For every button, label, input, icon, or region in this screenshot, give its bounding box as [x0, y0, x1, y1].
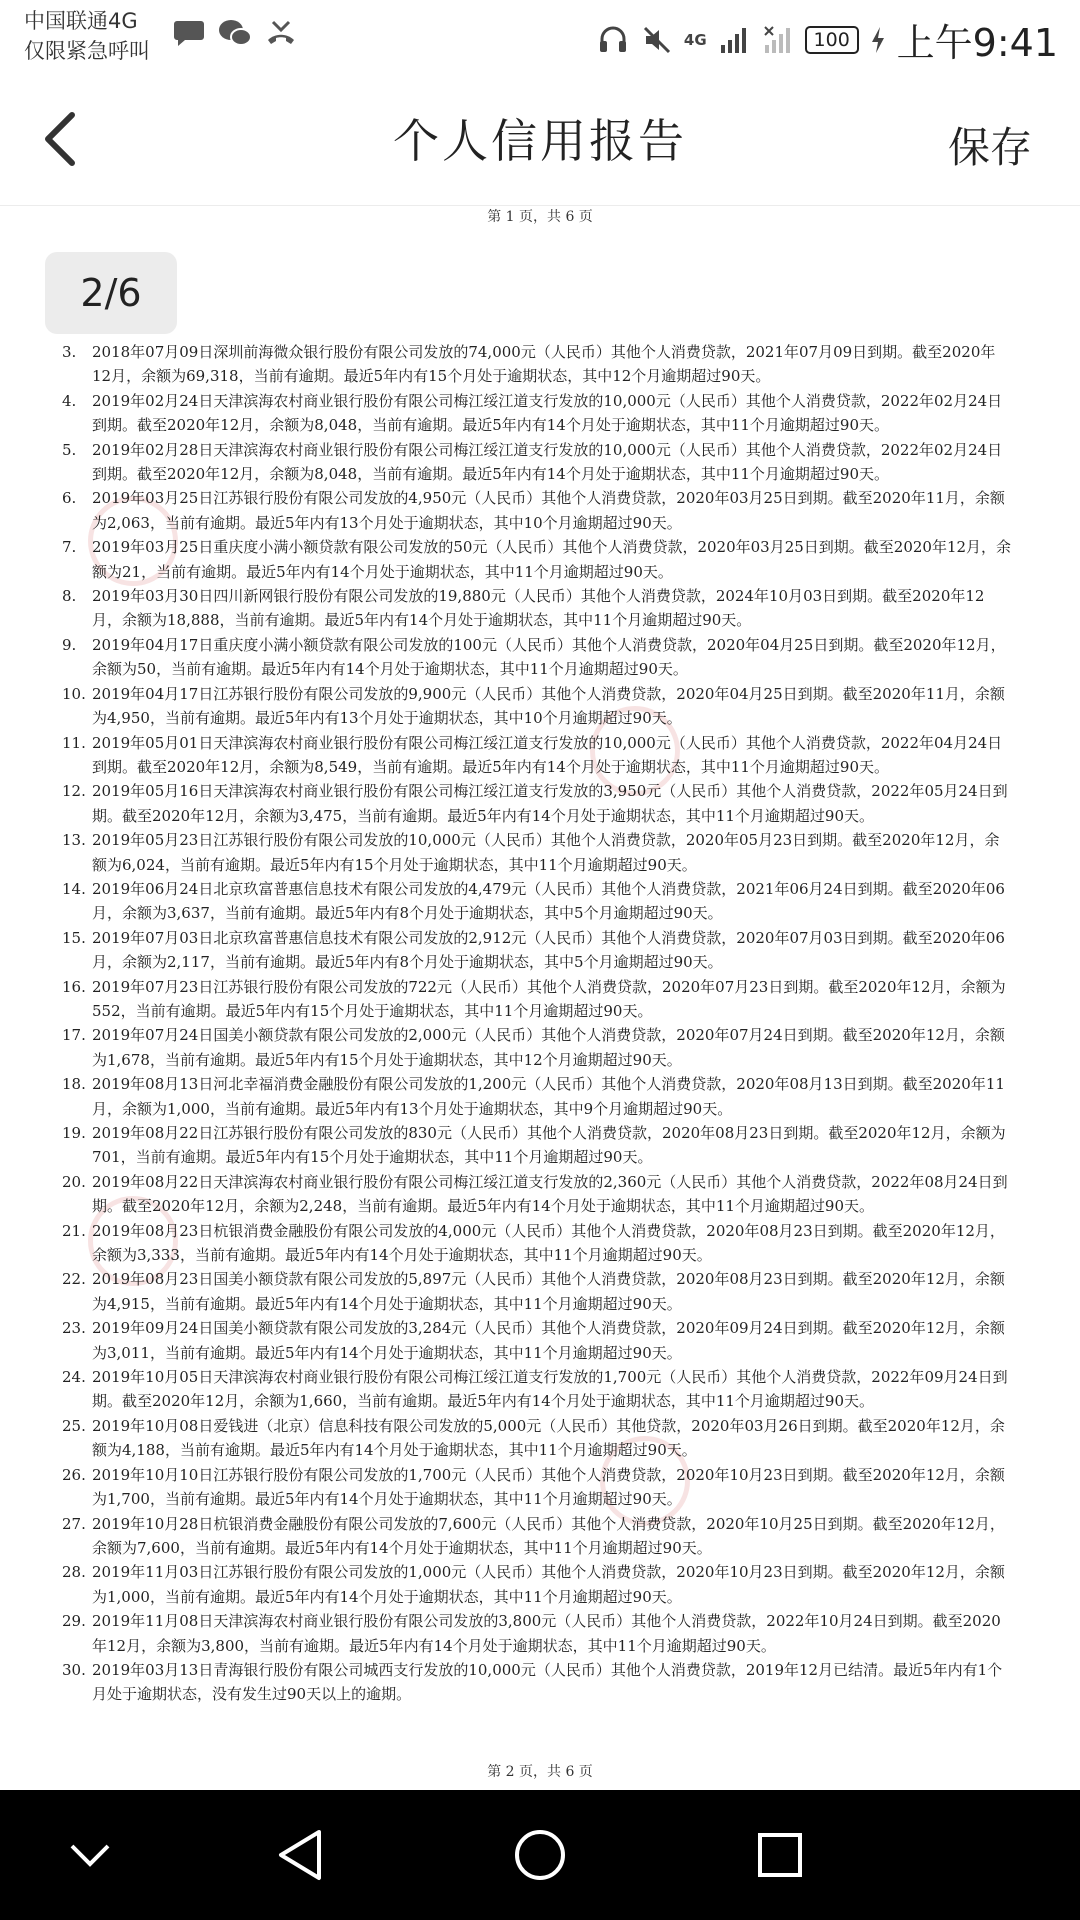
record-text: 2019年02月28日天津滨海农村商业银行股份有限公司梅江绥江道支行发放的10,000元（人民币）其他个人消费贷款，2022年02月24日到期。截至2020年12月，余额为8,048，当前有逾期。最近5年内有14个月处于逾期状态，其中11个月逾期超过90天。 [92, 440, 1003, 484]
record-text: 2019年03月30日四川新网银行股份有限公司发放的19,880元（人民币）其他个人消费贷款，2024年10月03日到期。截至2020年12月，余额为18,888，当前有逾期。最近5年内有14个月处于逾期状态，其中11个月逾期超过90天。 [92, 587, 985, 630]
credit-record-item [62, 486, 1012, 535]
record-number: 26. [62, 1465, 86, 1484]
record-text: 2019年10月05日天津滨海农村商业银行股份有限公司梅江绥江道支行发放的1,700元（人民币）其他个人消费贷款，2022年09月24日到期。截至2020年12月，余额为1,660，当前有逾期。最近5年内有14个月处于逾期状态，其中11个月逾期超过90天。 [92, 1368, 1008, 1411]
page-title: 个人信用报告 [393, 114, 687, 168]
record-number: 12. [62, 782, 86, 801]
credit-record-item [62, 877, 1012, 926]
credit-record-item [62, 1267, 1012, 1316]
clock: 上午9:41 [896, 21, 1058, 65]
record-number: 9. [62, 635, 77, 654]
collapse-button[interactable] [60, 1825, 120, 1885]
record-number: 11. [62, 733, 86, 752]
credit-record-item [62, 1170, 1012, 1219]
record-text: 2019年05月23日江苏银行股份有限公司发放的10,000元（人民币）其他个人消费贷款，2020年05月23日到期。截至2020年12月，余额为6,024，当前有逾期。最近5年内有15个月处于逾期状态，其中11个月逾期超过90天。 [92, 831, 1000, 874]
record-text: 2019年08月22日江苏银行股份有限公司发放的830元（人民币）其他个人消费贷款，2020年08月23日到期。截至2020年12月，余额为701，当前有逾期。最近5年内有15个月处于逾期状态，其中11个月逾期超过90天。 [92, 1124, 1006, 1167]
record-text: 2019年04月17日重庆度小满小额贷款有限公司发放的100元（人民币）其他个人消费贷款，2020年04月25日到期。截至2020年12月，余额为50，当前有逾期。最近5年内有14个月处于逾期状态，其中11个月逾期超过90天。 [92, 635, 1006, 679]
record-text: 2019年07月24日国美小额贷款有限公司发放的2,000元（人民币）其他个人消费贷款，2020年07月24日到期。截至2020年12月，余额为1,678，当前有逾期。最近5年内有15个月处于逾期状态，其中12个月逾期超过90天。 [92, 1026, 1005, 1069]
credit-record-item [62, 975, 1012, 1024]
record-text: 2019年10月08日爱钱进（北京）信息科技有限公司发放的5,000元（人民币）其他贷款，2020年03月26日到期。截至2020年12月，余额为4,188，当前有逾期。最近5年内有14个月处于逾期状态，其中11个月逾期超过90天。 [92, 1416, 1005, 1460]
record-text: 2019年04月17日江苏银行股份有限公司发放的9,900元（人民币）其他个人消费贷款，2020年04月25日到期。截至2020年11月，余额为4,950，当前有逾期。最近5年内有13个月处于逾期状态，其中10个月逾期超过90天。 [92, 684, 1005, 728]
save-button[interactable]: 保存 [947, 123, 1032, 172]
record-text: 2019年03月13日青海银行股份有限公司城西支行发放的10,000元（人民币）其他个人消费贷款，2019年12月已结清。最近5年内有1个月处于逾期状态，没有发生过90天以上的逾期。 [92, 1660, 1003, 1704]
credit-record-item [62, 633, 1012, 682]
network-type: 4G [683, 30, 707, 49]
record-number: 14. [62, 879, 86, 898]
message-icon [172, 16, 206, 50]
record-text: 2019年07月23日江苏银行股份有限公司发放的722元（人民币）其他个人消费贷款，2020年07月23日到期。截至2020年12月，余额为552，当前有逾期。最近5年内有15个月处于逾期状态，其中11个月逾期超过90天。 [92, 977, 1006, 1020]
record-number: 28. [62, 1563, 86, 1582]
record-text: 2019年08月23日国美小额贷款有限公司发放的5,897元（人民币）其他个人消费贷款，2020年08月23日到期。截至2020年12月，余额为4,915，当前有逾期。最近5年内有14个月处于逾期状态，其中11个月逾期超过90天。 [92, 1270, 1005, 1313]
record-number: 8. [62, 587, 77, 606]
mute-icon [640, 23, 674, 57]
record-number: 22. [62, 1270, 86, 1289]
status-right [596, 12, 1058, 67]
record-text: 2019年11月08日天津滨海农村商业银行股份有限公司发放的3,800元（人民币）其他个人消费贷款，2022年10月24日到期。截至2020年12月，余额为3,800，当前有逾期。最近5年内有14个月处于逾期状态，其中11个月逾期超过90天。 [92, 1612, 1001, 1655]
credit-record-item [62, 438, 1012, 487]
nav-recents-button[interactable] [750, 1825, 810, 1885]
credit-record-item [62, 1414, 1012, 1463]
credit-records-list [62, 340, 1012, 1707]
page-indicator: 2/6 [45, 252, 177, 334]
record-number: 25. [62, 1416, 86, 1435]
record-number: 13. [62, 831, 86, 850]
record-number: 27. [62, 1514, 86, 1533]
previous-page-footer: 第 1 页，共 6 页 [487, 209, 593, 225]
record-number: 24. [62, 1368, 86, 1387]
credit-record-item [62, 1121, 1012, 1170]
signal-icon [717, 23, 751, 57]
credit-record-item [62, 1219, 1012, 1268]
record-text: 2019年10月28日杭银消费金融股份有限公司发放的7,600元（人民币）其他个人消费贷款，2020年10月25日到期。截至2020年12月，余额为7,600，当前有逾期。最近5年内有14个月处于逾期状态，其中11个月逾期超过90天。 [92, 1514, 1005, 1557]
notification-icons [172, 16, 298, 50]
record-text: 2019年07月03日北京玖富普惠信息技术有限公司发放的2,912元（人民币）其他个人消费贷款，2020年07月03日到期。截至2020年06月，余额为2,117，当前有逾期。最近5年内有8个月处于逾期状态，其中5个月逾期超过90天。 [92, 928, 1005, 972]
credit-record-item [62, 779, 1012, 828]
credit-record-item [62, 1560, 1012, 1609]
record-number: 18. [62, 1075, 86, 1094]
credit-record-item [62, 1365, 1012, 1414]
record-text: 2019年05月16日天津滨海农村商业银行股份有限公司梅江绥江道支行发放的3,950元（人民币）其他个人消费贷款，2022年05月24日到期。截至2020年12月，余额为3,475，当前有逾期。最近5年内有14个月处于逾期状态，其中11个月逾期超过90天。 [92, 782, 1008, 825]
record-number: 16. [62, 977, 86, 996]
missed-call-icon [264, 16, 298, 50]
credit-record-item [62, 926, 1012, 975]
chevron-down-icon [68, 1840, 112, 1870]
credit-record-item [62, 340, 1012, 389]
record-number: 5. [62, 440, 77, 459]
credit-record-item [62, 1463, 1012, 1512]
record-text: 2019年09月24日国美小额贷款有限公司发放的3,284元（人民币）其他个人消费贷款，2020年09月24日到期。截至2020年12月，余额为3,011，当前有逾期。最近5年内有14个月处于逾期状态，其中11个月逾期超过90天。 [92, 1319, 1005, 1362]
record-text: 2019年03月25日重庆度小满小额贷款有限公司发放的50元（人民币）其他个人消费贷款，2020年03月25日到期。截至2020年12月，余额为21，当前有逾期。最近5年内有14个月处于逾期状态，其中11个月逾期超过90天。 [92, 538, 1012, 581]
record-text: 2019年08月23日杭银消费金融股份有限公司发放的4,000元（人民币）其他个人消费贷款，2020年08月23日到期。截至2020年12月，余额为3,333，当前有逾期。最近5年内有14个月处于逾期状态，其中11个月逾期超过90天。 [92, 1221, 1005, 1265]
record-text: 2019年05月01日天津滨海农村商业银行股份有限公司梅江绥江道支行发放的10,000元（人民币）其他个人消费贷款，2022年04月24日到期。截至2020年12月，余额为8,549，当前有逾期。最近5年内有14个月处于逾期状态，其中11个月逾期超过90天。 [92, 733, 1003, 776]
record-number: 6. [62, 489, 77, 508]
credit-record-item [62, 389, 1012, 438]
record-text: 2019年10月10日江苏银行股份有限公司发放的1,700元（人民币）其他个人消费贷款，2020年10月23日到期。截至2020年12月，余额为1,700，当前有逾期。最近5年内有14个月处于逾期状态，其中11个月逾期超过90天。 [92, 1465, 1005, 1509]
record-number: 23. [62, 1319, 86, 1338]
headphones-icon [596, 23, 630, 57]
battery-icon: 100 [805, 26, 859, 54]
charging-icon [869, 23, 887, 57]
record-text: 2019年08月22日天津滨海农村商业银行股份有限公司梅江绥江道支行发放的2,360元（人民币）其他个人消费贷款，2022年08月24日到期。截至2020年12月，余额为2,248，当前有逾期。最近5年内有14个月处于逾期状态，其中11个月逾期超过90天。 [92, 1172, 1008, 1216]
record-number: 7. [62, 538, 77, 557]
recents-square-icon [755, 1830, 805, 1880]
record-number: 19. [62, 1124, 86, 1142]
credit-record-item [62, 682, 1012, 731]
credit-record-item [62, 1023, 1012, 1072]
credit-record-item [62, 1658, 1012, 1707]
status-bar [0, 0, 1080, 75]
page-footer: 第 2 页，共 6 页 [487, 1764, 593, 1780]
credit-record-item [62, 731, 1012, 780]
credit-record-item [62, 584, 1012, 633]
record-number: 4. [62, 391, 77, 410]
record-text: 2018年07月09日深圳前海微众银行股份有限公司发放的74,000元（人民币）其他个人消费贷款，2021年07月09日到期。截至2020年12月，余额为69,318，当前有逾期。最近5年内有15个月处于逾期状态，其中12个月逾期超过90天。 [92, 343, 996, 386]
credit-record-item [62, 1316, 1012, 1365]
credit-record-item [62, 1072, 1012, 1121]
nav-home-button[interactable] [510, 1825, 570, 1885]
record-number: 29. [62, 1612, 86, 1631]
record-number: 17. [62, 1026, 86, 1045]
record-number: 15. [62, 928, 86, 947]
record-text: 2019年08月13日河北幸福消费金融股份有限公司发放的1,200元（人民币）其他个人消费贷款，2020年08月13日到期。截至2020年11月，余额为1,000，当前有逾期。最近5年内有13个月处于逾期状态，其中9个月逾期超过90天。 [92, 1075, 1005, 1118]
record-number: 3. [62, 343, 77, 361]
emergency-call-text: 仅限紧急呼叫 [24, 39, 150, 63]
home-circle-icon [513, 1828, 567, 1882]
credit-record-item [62, 1609, 1012, 1658]
carrier-name: 中国联通4G [24, 9, 138, 33]
record-number: 30. [62, 1660, 86, 1679]
back-triangle-icon [275, 1828, 325, 1882]
record-text: 2019年03月25日江苏银行股份有限公司发放的4,950元（人民币）其他个人消费贷款，2020年03月25日到期。截至2020年11月，余额为2,063，当前有逾期。最近5年内有13个月处于逾期状态，其中10个月逾期超过90天。 [92, 489, 1005, 532]
nav-back-button[interactable] [270, 1825, 330, 1885]
system-navigation-bar [0, 1790, 1080, 1920]
signal-no-sim-icon [761, 23, 795, 57]
document-viewer[interactable] [0, 206, 1080, 1790]
carrier-info [24, 6, 150, 66]
record-text: 2019年06月24日北京玖富普惠信息技术有限公司发放的4,479元（人民币）其他个人消费贷款，2021年06月24日到期。截至2020年06月，余额为3,637，当前有逾期。最近5年内有8个月处于逾期状态，其中5个月逾期超过90天。 [92, 879, 1005, 923]
credit-record-item [62, 535, 1012, 584]
credit-record-item [62, 1512, 1012, 1561]
record-number: 10. [62, 684, 86, 703]
record-text: 2019年02月24日天津滨海农村商业银行股份有限公司梅江绥江道支行发放的10,000元（人民币）其他个人消费贷款，2022年02月24日到期。截至2020年12月，余额为8,048，当前有逾期。最近5年内有14个月处于逾期状态，其中11个月逾期超过90天。 [92, 391, 1003, 435]
credit-record-item [62, 828, 1012, 877]
record-number: 20. [62, 1172, 86, 1191]
app-header [0, 75, 1080, 206]
record-number: 21. [62, 1221, 86, 1240]
record-text: 2019年11月03日江苏银行股份有限公司发放的1,000元（人民币）其他个人消费贷款，2020年10月23日到期。截至2020年12月，余额为1,000，当前有逾期。最近5年内有14个月处于逾期状态，其中11个月逾期超过90天。 [92, 1563, 1005, 1606]
wechat-icon [218, 16, 252, 50]
